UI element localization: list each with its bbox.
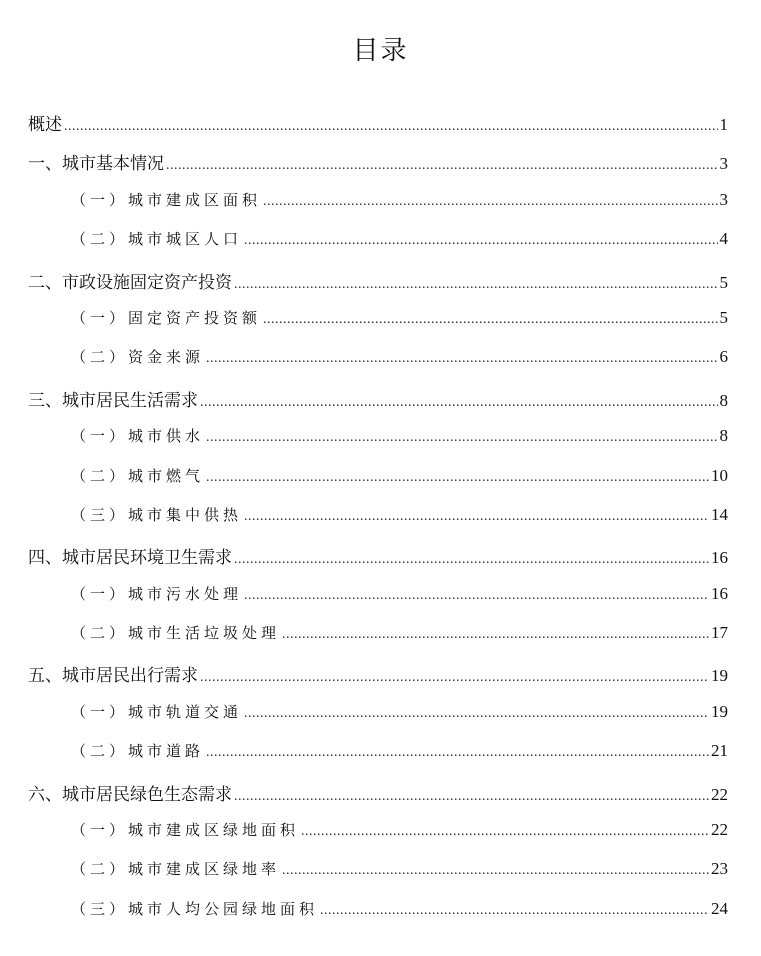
toc-entry-subsection[interactable] <box>28 622 728 661</box>
toc-entry-subsection[interactable] <box>28 583 728 622</box>
toc-entry-subsection[interactable] <box>28 465 728 504</box>
toc-page-number: 16 <box>711 548 728 568</box>
toc-entry-label: 六、城市居民绿色生态需求 <box>28 784 232 805</box>
toc-entry-label: 四、城市居民环境卫生需求 <box>28 548 232 569</box>
dot-leader <box>64 119 718 135</box>
dot-leader <box>282 627 709 643</box>
toc-page-number: 3 <box>719 189 728 209</box>
dot-leader <box>166 158 718 174</box>
toc-page-number: 16 <box>711 583 728 603</box>
dot-leader <box>206 351 717 367</box>
toc-page-number: 14 <box>711 504 728 524</box>
toc-entry-subsection[interactable] <box>28 189 728 228</box>
toc-entry-label: （二）城市建成区绿地率 <box>71 860 281 879</box>
toc-entry-overview[interactable] <box>28 110 728 149</box>
toc-entry-label: 五、城市居民出行需求 <box>28 666 198 687</box>
toc-entry-subsection[interactable] <box>28 740 728 779</box>
toc-entry-section-6[interactable] <box>28 780 728 819</box>
toc-page-number: 10 <box>711 465 728 485</box>
toc-entry-label: 二、市政设施固定资产投资 <box>28 272 232 293</box>
toc-entry-label: （三）城市集中供热 <box>71 505 243 524</box>
dot-leader <box>244 588 709 604</box>
dot-leader <box>263 194 717 210</box>
dot-leader <box>263 312 717 328</box>
dot-leader <box>234 789 709 805</box>
toc-page-number: 5 <box>719 307 728 327</box>
dot-leader <box>206 430 717 446</box>
toc-page-number: 22 <box>711 784 728 804</box>
toc-entry-subsection[interactable] <box>28 346 728 385</box>
toc-page-number: 5 <box>719 272 728 292</box>
toc-page-number: 3 <box>719 154 728 174</box>
toc-page-number: 24 <box>711 898 728 918</box>
toc-entry-label: 一、城市基本情况 <box>28 154 164 175</box>
toc-entry-section-4[interactable] <box>28 543 728 582</box>
toc-entry-label: （一）城市建成区面积 <box>71 190 262 209</box>
toc-entry-label: （一）固定资产投资额 <box>71 308 262 327</box>
toc-entry-label: 概述 <box>28 115 62 135</box>
toc-page-number: 4 <box>719 229 728 249</box>
toc-entry-subsection[interactable] <box>28 858 728 897</box>
toc-page-number: 22 <box>711 820 728 840</box>
dot-leader <box>282 863 709 879</box>
toc-entry-subsection[interactable] <box>28 898 728 937</box>
dot-leader <box>301 824 709 840</box>
toc-page-number: 1 <box>719 115 728 134</box>
toc-page-number: 8 <box>719 390 728 410</box>
dot-leader <box>244 706 709 722</box>
toc-page-number: 8 <box>719 426 728 446</box>
toc-page-number: 21 <box>711 741 728 761</box>
toc-entry-section-1[interactable] <box>28 149 728 188</box>
toc-entry-subsection[interactable] <box>28 701 728 740</box>
toc-entry-label: （一）城市供水 <box>71 427 205 446</box>
dot-leader <box>234 552 709 568</box>
dot-leader <box>244 233 717 249</box>
toc-entry-label: （一）城市污水处理 <box>71 584 243 603</box>
page-title: 目录 <box>352 36 409 66</box>
dot-leader <box>320 903 709 919</box>
dot-leader <box>200 395 718 411</box>
toc-page-number: 17 <box>711 623 728 643</box>
toc-entry-label: （一）城市建成区绿地面积 <box>71 821 300 840</box>
toc-entry-section-5[interactable] <box>28 661 728 700</box>
dot-leader <box>206 470 709 486</box>
dot-leader <box>234 277 718 293</box>
toc-entry-subsection[interactable] <box>28 504 728 543</box>
toc-entry-label: （一）城市轨道交通 <box>71 702 243 721</box>
toc-entry-label: （二）城市道路 <box>71 742 205 761</box>
toc-entry-section-2[interactable] <box>28 268 728 307</box>
toc-entry-label: （二）城市燃气 <box>71 466 205 485</box>
toc-entry-label: 三、城市居民生活需求 <box>28 390 198 411</box>
table-of-contents <box>28 110 728 937</box>
toc-entry-subsection[interactable] <box>28 307 728 346</box>
toc-entry-subsection[interactable] <box>28 819 728 858</box>
toc-entry-label: （二）资金来源 <box>71 348 205 367</box>
toc-entry-subsection[interactable] <box>28 425 728 464</box>
dot-leader <box>244 509 709 525</box>
toc-entry-label: （二）城市生活垃圾处理 <box>71 624 281 643</box>
toc-page-number: 23 <box>711 859 728 879</box>
toc-entry-section-3[interactable] <box>28 386 728 425</box>
toc-entry-label: （二）城市城区人口 <box>71 230 243 249</box>
dot-leader <box>206 745 709 761</box>
toc-entry-subsection[interactable] <box>28 228 728 267</box>
toc-page-number: 6 <box>719 347 728 367</box>
toc-page-number: 19 <box>711 666 728 686</box>
toc-page-number: 19 <box>711 701 728 721</box>
toc-entry-label: （三）城市人均公园绿地面积 <box>71 899 319 918</box>
dot-leader <box>200 670 709 686</box>
